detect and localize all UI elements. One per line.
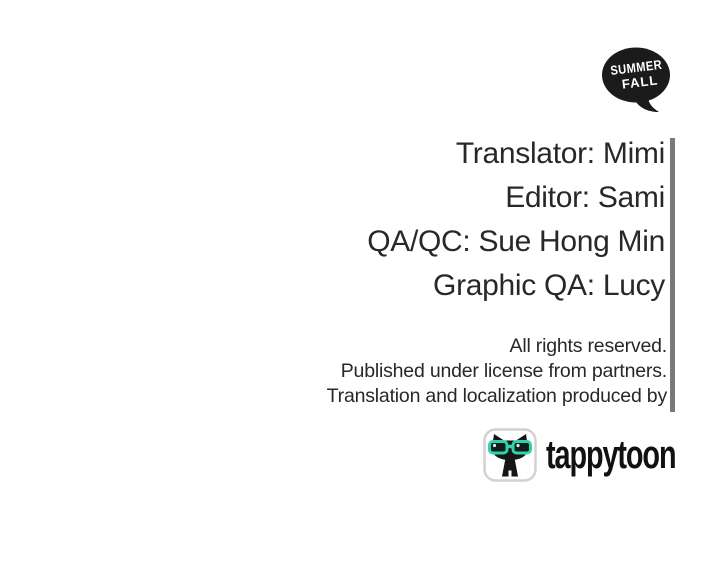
- tappytoon-cat-icon: [483, 428, 537, 482]
- staff-credits: [367, 132, 665, 308]
- credit-line-qaqc: QA/QC: Sue Hong Min: [367, 225, 665, 258]
- legal-line-produced-by: Translation and localization produced by: [326, 385, 667, 407]
- credit-line-editor: Editor: Sami: [505, 181, 665, 214]
- tappytoon-brand: [483, 428, 720, 482]
- summer-fall-text-line2: FALL: [620, 72, 660, 92]
- tappytoon-wordmark: tappytoon: [546, 432, 676, 477]
- summer-fall-logo: [596, 42, 680, 118]
- credit-line-graphic-qa: Graphic QA: Lucy: [433, 269, 665, 302]
- vertical-divider: [670, 138, 675, 412]
- legal-text: [327, 334, 667, 409]
- summer-fall-text-line1: SUMMER: [609, 55, 672, 79]
- legal-line-rights: All rights reserved.: [509, 335, 667, 357]
- legal-line-license: Published under license from partners.: [340, 360, 667, 382]
- credit-line-translator: Translator: Mimi: [455, 137, 665, 170]
